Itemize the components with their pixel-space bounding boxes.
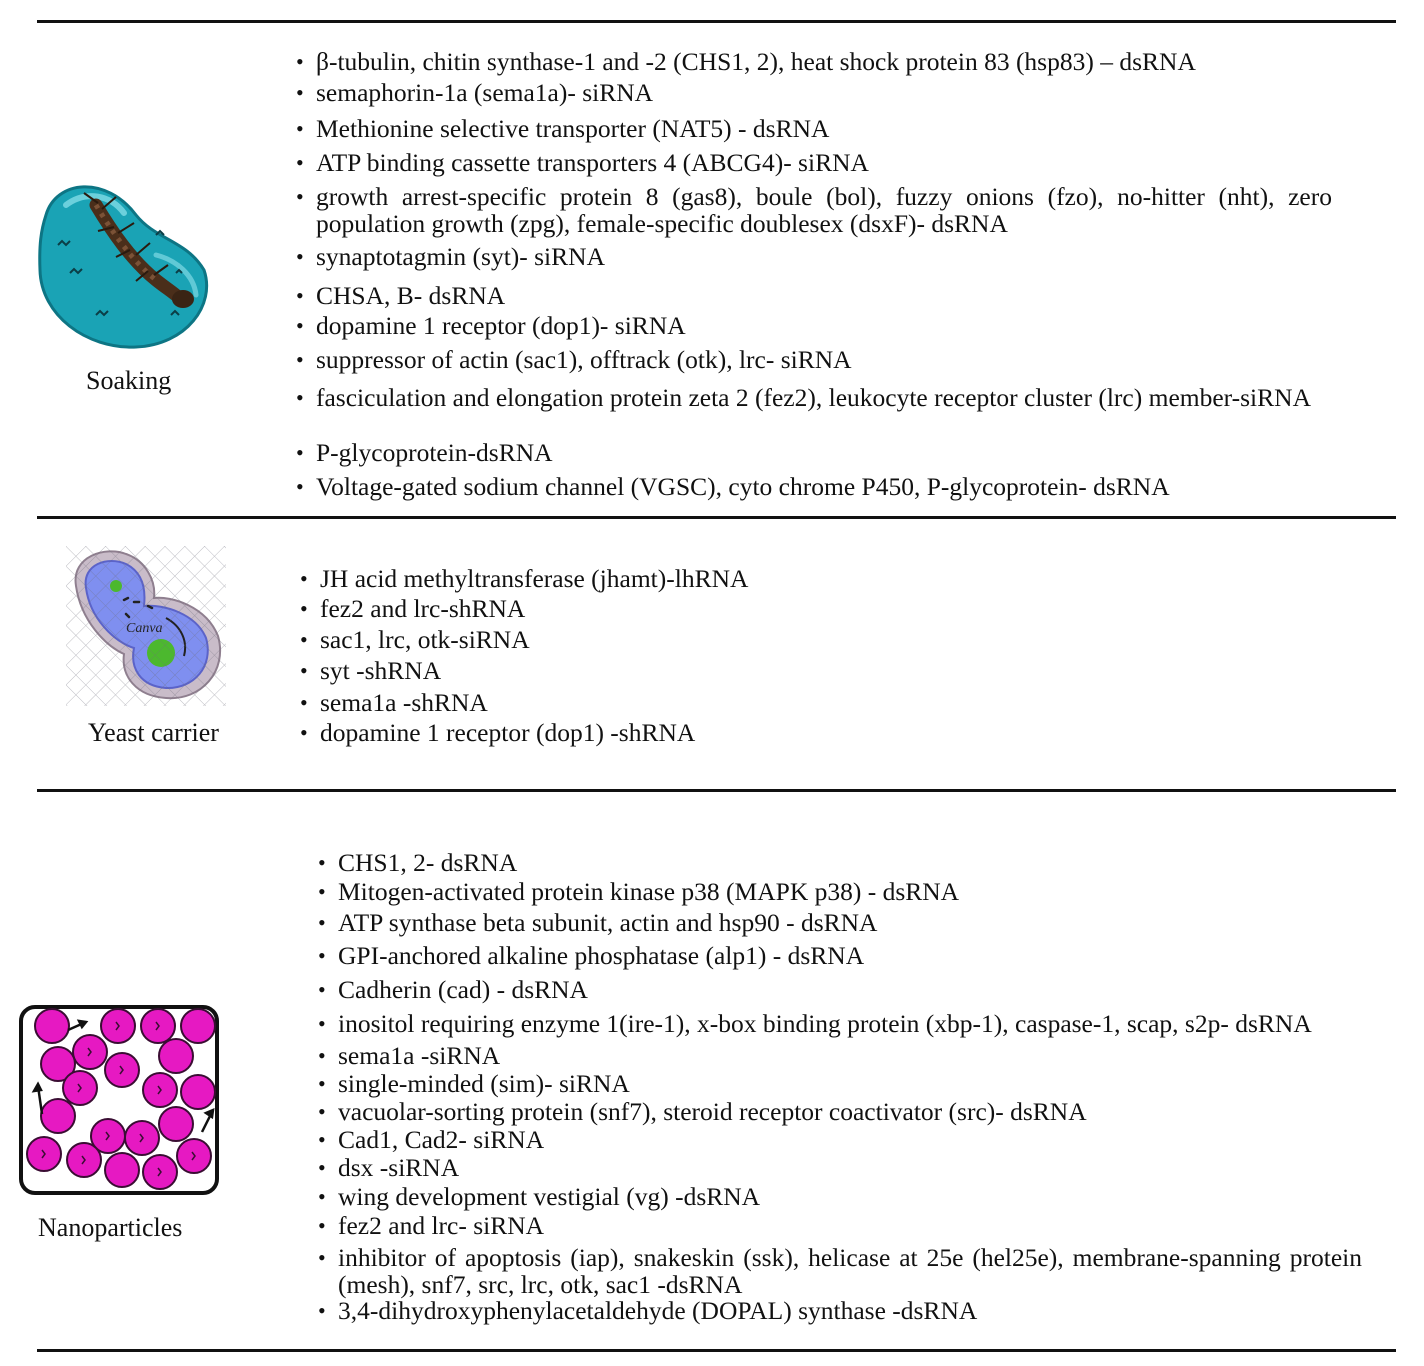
nanoparticle-box-icon [18, 1004, 220, 1196]
list-item: • fasciculation and elongation protein zeta 2 (fez2), leukocyte receptor cluster (lrc) member-siRNA [296, 384, 1364, 411]
table-top-rule [37, 20, 1396, 23]
list-item: • GPI-anchored alkaline phosphatase (alp1) - dsRNA [318, 942, 864, 969]
list-item: • ATP synthase beta subunit, actin and hsp90 - dsRNA [318, 909, 877, 936]
list-item: • suppressor of actin (sac1), offtrack (otk), lrc- siRNA [296, 346, 852, 373]
list-item: • CHS1, 2- dsRNA [318, 849, 517, 876]
list-item: • β-tubulin, chitin synthase-1 and -2 (CHS1, 2), heat shock protein 83 (hsp83) – dsRNA [296, 48, 1196, 75]
list-item: • synaptotagmin (syt)- siRNA [296, 243, 605, 270]
list-item: • Mitogen-activated protein kinase p38 (MAPK p38) - dsRNA [318, 878, 959, 905]
list-item: • P-glycoprotein-dsRNA [296, 439, 553, 466]
table-bottom-rule [37, 1349, 1396, 1352]
yeast-cell-icon [66, 546, 226, 706]
yeast-bottom-rule [37, 789, 1396, 792]
yeast-carrier-label: Yeast carrier [88, 718, 219, 747]
list-item: • Cad1, Cad2- siRNA [318, 1126, 544, 1153]
list-item: • dsx -siRNA [318, 1154, 459, 1181]
list-item: • semaphorin-1a (sema1a)- siRNA [296, 79, 653, 106]
list-item: • single-minded (sim)- siRNA [318, 1070, 630, 1097]
nanoparticles-label: Nanoparticles [38, 1213, 183, 1242]
list-item: • dopamine 1 receptor (dop1) -shRNA [300, 719, 695, 746]
list-item: • inositol requiring enzyme 1(ire-1), x-box binding protein (xbp-1), caspase-1, scap, s2p- dsRNA [318, 1010, 1312, 1037]
list-item: • sac1, lrc, otk-siRNA [300, 626, 530, 653]
list-item: • fez2 and lrc- siRNA [318, 1212, 544, 1239]
list-item: • JH acid methyltransferase (jhamt)-lhRNA [300, 565, 748, 592]
list-item: • sema1a -shRNA [300, 689, 488, 716]
list-item: • Cadherin (cad) - dsRNA [318, 976, 588, 1003]
list-item: • Methionine selective transporter (NAT5) - dsRNA [296, 115, 829, 142]
list-item: • CHSA, B- dsRNA [296, 282, 505, 309]
soaking-bottom-rule [37, 516, 1396, 519]
list-item: • growth arrest-specific protein 8 (gas8), boule (bol), fuzzy onions (fzo), no-hitter (nht), zero population growth (zpg), female-specific doublesex (dsxF)- dsRNA [296, 183, 1332, 237]
list-item: • sema1a -siRNA [318, 1042, 500, 1069]
list-item: • vacuolar-sorting protein (snf7), steroid receptor coactivator (src)- dsRNA [318, 1098, 1087, 1125]
list-item: • ATP binding cassette transporters 4 (ABCG4)- siRNA [296, 149, 869, 176]
list-item: • inhibitor of apoptosis (iap), snakeskin (ssk), helicase at 25e (hel25e), membrane-spanning protein (mesh), snf7, src, lrc, otk, sac1 -dsRNA [318, 1244, 1362, 1298]
list-item: • wing development vestigial (vg) -dsRNA [318, 1183, 760, 1210]
list-item: • syt -shRNA [300, 657, 441, 684]
list-item: • 3,4-dihydroxyphenylacetaldehyde (DOPAL) synthase -dsRNA [318, 1297, 977, 1324]
list-item: • dopamine 1 receptor (dop1)- siRNA [296, 312, 686, 339]
soaking-label: Soaking [86, 366, 172, 395]
larva-in-water-drop-icon [36, 175, 212, 351]
list-item: • fez2 and lrc-shRNA [300, 595, 525, 622]
list-item: • Voltage-gated sodium channel (VGSC), cyto chrome P450, P-glycoprotein- dsRNA [296, 473, 1170, 500]
